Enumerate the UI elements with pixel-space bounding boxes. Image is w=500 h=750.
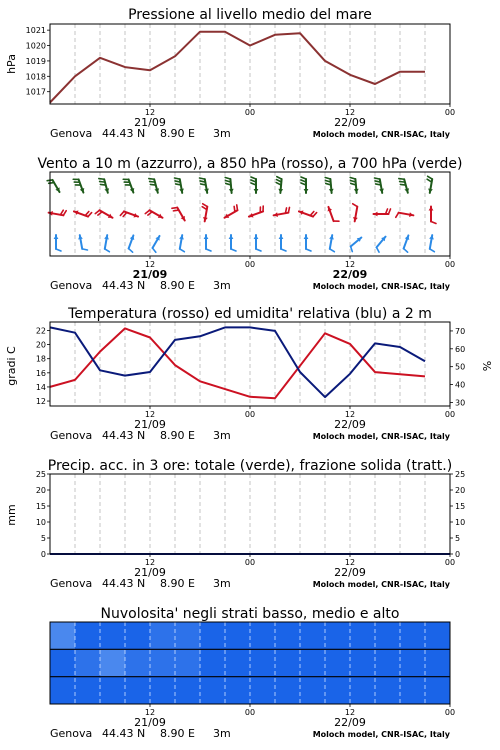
location-lat: 44.43 N xyxy=(102,727,146,740)
model-credit: Moloch model, CNR-ISAC, Italy xyxy=(312,130,450,139)
wind-barb-feather xyxy=(206,249,211,251)
wind-barb-head xyxy=(254,235,259,239)
wind-barb-head xyxy=(329,189,334,193)
wind-barb xyxy=(279,235,286,251)
location-lat: 44.43 N xyxy=(102,429,146,442)
wind-barb xyxy=(351,238,362,252)
location-lon: 8.90 E xyxy=(160,127,195,140)
wind-barb xyxy=(204,235,211,251)
wind-barb xyxy=(299,211,317,217)
pressure-ylabel: hPa xyxy=(5,54,18,74)
cloud-cell xyxy=(350,622,376,649)
cloud-cell xyxy=(100,622,126,649)
cloud-cell xyxy=(425,649,451,676)
x-tick-label: 00 xyxy=(244,260,256,269)
wind-barb xyxy=(54,235,61,251)
wind-barb xyxy=(429,235,434,252)
cloud-cell xyxy=(125,677,151,704)
wind-barb-feather xyxy=(376,184,381,185)
location-lon: 8.90 E xyxy=(160,429,195,442)
y-tick-label: 12 xyxy=(35,397,46,407)
cloud-cell xyxy=(225,649,251,676)
x-tick-label: 00 xyxy=(444,108,456,117)
humidity-ylabel: % xyxy=(481,360,494,372)
y-tick-label: 1021 xyxy=(25,26,46,36)
cloud-cell xyxy=(75,649,101,676)
cloud-cell xyxy=(300,622,326,649)
x-tick-label: 12 xyxy=(344,410,356,419)
wind-barb-feather xyxy=(325,177,330,179)
plot-frame xyxy=(50,474,450,554)
location-name: Genova xyxy=(50,429,93,442)
cloud-cell xyxy=(100,649,126,676)
wind-barb-feather xyxy=(150,184,155,185)
location-name: Genova xyxy=(50,279,93,292)
wind-barb xyxy=(229,235,236,251)
location-lat: 44.43 N xyxy=(102,127,146,140)
wind-barb-feather xyxy=(251,177,256,179)
wind-level-700-hPa xyxy=(47,176,433,193)
wind-barb-feather xyxy=(180,249,185,252)
wind-barb-feather xyxy=(225,177,230,179)
cloud-cell xyxy=(125,622,151,649)
cloud-cell xyxy=(250,649,276,676)
wind-barb-feather xyxy=(430,249,435,252)
x-tick-label: 00 xyxy=(244,708,256,717)
model-credit: Moloch model, CNR-ISAC, Italy xyxy=(312,730,450,739)
cloud-cell xyxy=(325,649,351,676)
y-tick-label: 20 xyxy=(35,486,46,495)
x-tick-label: 12 xyxy=(144,410,156,419)
cloud-cell xyxy=(150,622,176,649)
wind-barb xyxy=(427,176,433,193)
wind-barb-feather xyxy=(63,211,66,216)
cloud-cell xyxy=(275,677,301,704)
model-credit: Moloch model, CNR-ISAC, Italy xyxy=(312,580,450,589)
date-label: 22/09 xyxy=(334,116,366,129)
wind-barb xyxy=(249,206,263,217)
wind-level-850-hPa xyxy=(49,204,436,224)
location-lat: 44.43 N xyxy=(102,279,146,292)
wind-barb-feather xyxy=(404,249,408,253)
date-label: 22/09 xyxy=(334,566,366,579)
y-tick-label: 1020 xyxy=(25,41,46,51)
cloud-cell xyxy=(50,622,76,649)
cloud-panel xyxy=(50,606,455,740)
wind-barb-feather xyxy=(330,249,335,252)
location-lon: 8.90 E xyxy=(160,279,195,292)
temperature-ylabel: gradi C xyxy=(5,346,18,386)
y-tick-label: 0 xyxy=(40,550,46,559)
cloud-cell xyxy=(275,622,301,649)
cloud-cell xyxy=(400,677,426,704)
wind-barb-feather xyxy=(400,181,405,182)
wind-barb xyxy=(350,177,358,193)
x-tick-label: 00 xyxy=(444,260,456,269)
x-tick-label: 00 xyxy=(244,108,256,117)
date-label: 21/09 xyxy=(132,268,168,281)
x-tick-label: 12 xyxy=(344,708,356,717)
x-tick-label: 00 xyxy=(444,558,456,567)
wind-barb-feather xyxy=(301,177,306,179)
cloud-cell xyxy=(175,677,201,704)
wind-barb-feather xyxy=(310,212,314,216)
location-elev: 3m xyxy=(213,577,231,590)
y-tick-label-right: 20 xyxy=(455,486,466,495)
wind-barb-feather xyxy=(100,184,105,185)
y-tick-label-right: 40 xyxy=(455,380,466,390)
y-tick-label-right: 70 xyxy=(455,326,466,336)
cloud-cell xyxy=(200,649,226,676)
wind-barb xyxy=(153,236,160,252)
wind-barb-feather xyxy=(281,249,286,251)
y-tick-label: 20 xyxy=(35,340,46,350)
cloud-cell xyxy=(300,677,326,704)
wind-barb xyxy=(301,177,308,193)
wind-barb-feather xyxy=(431,222,436,224)
wind-barb xyxy=(47,180,59,192)
wind-barb-feather xyxy=(377,247,380,252)
y-tick-label-right: 50 xyxy=(455,362,466,372)
location-name: Genova xyxy=(50,727,93,740)
y-tick-label: 1019 xyxy=(25,56,46,66)
cloud-cell xyxy=(325,622,351,649)
x-tick-label: 12 xyxy=(144,708,156,717)
cloud-cell xyxy=(125,649,151,676)
wind-barb-feather xyxy=(173,210,178,211)
y-tick-label-right: 0 xyxy=(455,550,461,559)
wind-barb xyxy=(74,211,92,217)
temperature-line xyxy=(50,328,425,398)
model-credit: Moloch model, CNR-ISAC, Italy xyxy=(312,282,450,291)
cloud-cell xyxy=(350,649,376,676)
wind-barb xyxy=(396,212,414,217)
wind-barb-head xyxy=(254,189,259,193)
wind-barb xyxy=(328,207,339,221)
wind-barb xyxy=(200,178,209,193)
date-label: 21/09 xyxy=(134,116,166,129)
cloud-title: Nuvolosita' negli strati basso, medio e alto xyxy=(100,606,400,622)
pressure-title: Pressione al livello medio del mare xyxy=(128,7,372,23)
location-lon: 8.90 E xyxy=(160,577,195,590)
wind-barb-head xyxy=(229,235,234,239)
date-label: 22/09 xyxy=(332,268,368,281)
wind-panel xyxy=(37,156,462,292)
cloud-cell xyxy=(400,622,426,649)
x-tick-label: 00 xyxy=(244,410,256,419)
wind-barb-feather xyxy=(288,207,289,212)
location-lon: 8.90 E xyxy=(160,727,195,740)
wind-barb-feather xyxy=(389,209,391,214)
wind-barb xyxy=(179,235,184,252)
date-label: 21/09 xyxy=(134,566,166,579)
wind-title: Vento a 10 m (azzurro), a 850 hPa (rosso), a 700 hPa (verde) xyxy=(37,156,463,172)
y-tick-label: 5 xyxy=(40,534,46,543)
wind-barb-feather xyxy=(100,181,105,182)
cloud-cell xyxy=(100,677,126,704)
wind-barb-feather xyxy=(175,181,180,182)
cloud-cell xyxy=(225,677,251,704)
cloud-cell xyxy=(375,622,401,649)
date-label: 21/09 xyxy=(134,418,166,431)
wind-barb-feather xyxy=(313,213,317,217)
wind-barb xyxy=(225,177,233,193)
cloud-cell xyxy=(300,649,326,676)
cloud-cell xyxy=(150,649,176,676)
location-name: Genova xyxy=(50,127,93,140)
y-tick-label-right: 30 xyxy=(455,398,466,408)
wind-barb-feather xyxy=(153,248,156,252)
wind-barb-feather xyxy=(234,206,235,211)
cloud-cell xyxy=(175,649,201,676)
plot-frame xyxy=(50,24,450,104)
wind-barb-feather xyxy=(129,249,133,253)
x-tick-label: 12 xyxy=(344,558,356,567)
wind-barb-feather xyxy=(120,211,124,215)
cloud-cell xyxy=(175,622,201,649)
y-tick-label: 18 xyxy=(35,354,46,364)
wind-barb xyxy=(274,207,290,217)
wind-barb-feather xyxy=(256,249,261,251)
cloud-cell xyxy=(50,649,76,676)
wind-barb-feather xyxy=(95,210,99,213)
wind-barb-feather xyxy=(200,178,205,179)
wind-barb xyxy=(129,235,135,252)
wind-barb-feather xyxy=(375,178,380,179)
y-tick-label: 16 xyxy=(35,368,46,378)
cloud-cell xyxy=(200,677,226,704)
date-label: 22/09 xyxy=(334,418,366,431)
wind-barb xyxy=(404,235,410,252)
wind-barb-feather xyxy=(428,176,433,179)
wind-barb xyxy=(353,204,358,222)
y-tick-label: 1018 xyxy=(25,72,46,82)
wind-barb-feather xyxy=(375,181,380,182)
wind-barb-head xyxy=(429,207,434,211)
wind-barb-feather xyxy=(172,208,177,209)
wind-barb xyxy=(377,237,386,252)
x-tick-label: 12 xyxy=(144,108,156,117)
cloud-cell xyxy=(350,677,376,704)
wind-barb-feather xyxy=(399,179,404,180)
y-tick-label: 25 xyxy=(35,470,46,479)
wind-barb-feather xyxy=(145,210,149,213)
y-tick-label: 15 xyxy=(35,502,46,511)
cloud-cell xyxy=(375,649,401,676)
cloud-cell xyxy=(425,622,451,649)
humidity-line xyxy=(50,327,425,397)
pressure-line xyxy=(50,32,425,103)
wind-barb xyxy=(175,178,184,193)
y-tick-label: 22 xyxy=(35,326,46,336)
location-lat: 44.43 N xyxy=(102,577,146,590)
location-elev: 3m xyxy=(213,127,231,140)
x-tick-label: 12 xyxy=(144,260,156,269)
y-tick-label: 10 xyxy=(35,518,46,527)
wind-barb-feather xyxy=(285,208,286,213)
wind-barb-feather xyxy=(353,204,358,207)
wind-barb xyxy=(49,210,67,216)
wind-barb-head xyxy=(304,189,309,193)
cloud-cell xyxy=(250,622,276,649)
wind-barb xyxy=(95,210,112,218)
wind-barb xyxy=(225,205,238,218)
wind-barb-feather xyxy=(149,179,154,180)
precipitation-panel xyxy=(5,458,465,590)
location-elev: 3m xyxy=(213,429,231,442)
precipitation-ylabel: mm xyxy=(5,504,18,526)
wind-barb-feather xyxy=(99,179,104,180)
wind-barb xyxy=(145,210,162,218)
wind-barb-feather xyxy=(175,178,180,179)
location-elev: 3m xyxy=(213,727,231,740)
wind-barb-head xyxy=(354,189,359,193)
wind-barb-feather xyxy=(200,181,205,182)
wind-barb-head xyxy=(229,189,234,193)
wind-barb xyxy=(104,235,109,252)
wind-barb xyxy=(325,177,333,193)
cloud-cell xyxy=(75,622,101,649)
cloud-cell xyxy=(400,649,426,676)
location-name: Genova xyxy=(50,577,93,590)
cloud-cell xyxy=(275,649,301,676)
x-tick-label: 00 xyxy=(244,558,256,567)
y-tick-label: 1017 xyxy=(25,87,46,97)
wind-barb-feather xyxy=(56,249,61,251)
wind-barb-feather xyxy=(396,213,399,218)
pressure-panel xyxy=(5,7,455,140)
precipitation-title: Precip. acc. in 3 ore: totale (verde), frazione solida (tratt.) xyxy=(47,458,453,474)
wind-barb xyxy=(251,177,258,193)
wind-barb-head xyxy=(278,189,283,193)
wind-barb-feather xyxy=(400,184,405,185)
wind-barb-feather xyxy=(176,184,181,185)
cloud-cell xyxy=(225,622,251,649)
wind-barb xyxy=(374,209,391,216)
wind-barb-feather xyxy=(350,177,355,179)
x-tick-label: 00 xyxy=(444,410,456,419)
wind-barb-feather xyxy=(237,205,238,210)
x-tick-label: 12 xyxy=(344,108,356,117)
wind-barb xyxy=(276,177,283,193)
wind-barb xyxy=(304,235,311,251)
cloud-cell xyxy=(250,677,276,704)
wind-barb-feather xyxy=(150,181,155,182)
wind-barb-feather xyxy=(82,249,87,250)
wind-barb-head xyxy=(374,212,378,217)
wind-barb-feather xyxy=(277,177,282,179)
wind-barb xyxy=(78,235,87,250)
x-tick-label: 12 xyxy=(344,260,356,269)
cloud-cell xyxy=(325,677,351,704)
wind-barb-feather xyxy=(85,212,89,216)
y-tick-label-right: 5 xyxy=(455,534,461,543)
cloud-cell xyxy=(50,677,76,704)
date-label: 21/09 xyxy=(134,716,166,729)
cloud-cell xyxy=(375,677,401,704)
wind-barb-feather xyxy=(201,184,206,185)
wind-barb-feather xyxy=(49,183,54,184)
wind-barb xyxy=(172,208,185,221)
y-tick-label: 14 xyxy=(35,382,46,392)
wind-barb-feather xyxy=(105,249,110,252)
x-tick-label: 00 xyxy=(444,708,456,717)
wind-barb xyxy=(254,235,261,251)
location-elev: 3m xyxy=(213,279,231,292)
wind-barb xyxy=(375,178,384,193)
y-tick-label-right: 15 xyxy=(455,502,466,511)
wind-barb-head xyxy=(54,235,59,239)
wind-barb xyxy=(329,235,334,252)
wind-barb-feather xyxy=(306,249,311,251)
wind-level-10-m xyxy=(54,235,435,252)
wind-barb-feather xyxy=(88,213,92,217)
temperature-humidity-panel xyxy=(5,306,494,442)
wind-barb-feather xyxy=(203,204,208,207)
wind-barb xyxy=(429,207,436,224)
y-tick-label-right: 10 xyxy=(455,518,466,527)
wind-barb-head xyxy=(204,235,209,239)
wind-barb-head xyxy=(279,235,284,239)
cloud-cell xyxy=(200,622,226,649)
wind-barb xyxy=(120,211,138,217)
cloud-cell xyxy=(425,677,451,704)
x-tick-label: 12 xyxy=(144,558,156,567)
date-label: 22/09 xyxy=(334,716,366,729)
wind-barb-head xyxy=(304,235,309,239)
cloud-cell xyxy=(75,677,101,704)
wind-barb xyxy=(202,204,208,222)
wind-barb-feather xyxy=(231,249,236,251)
model-credit: Moloch model, CNR-ISAC, Italy xyxy=(312,432,450,441)
wind-barb-feather xyxy=(351,246,353,251)
temperature-title: Temperatura (rosso) ed umidita' relativa (blu) a 2 m xyxy=(68,306,432,322)
cloud-cell xyxy=(150,677,176,704)
y-tick-label-right: 60 xyxy=(455,344,466,354)
y-tick-label-right: 25 xyxy=(455,470,466,479)
